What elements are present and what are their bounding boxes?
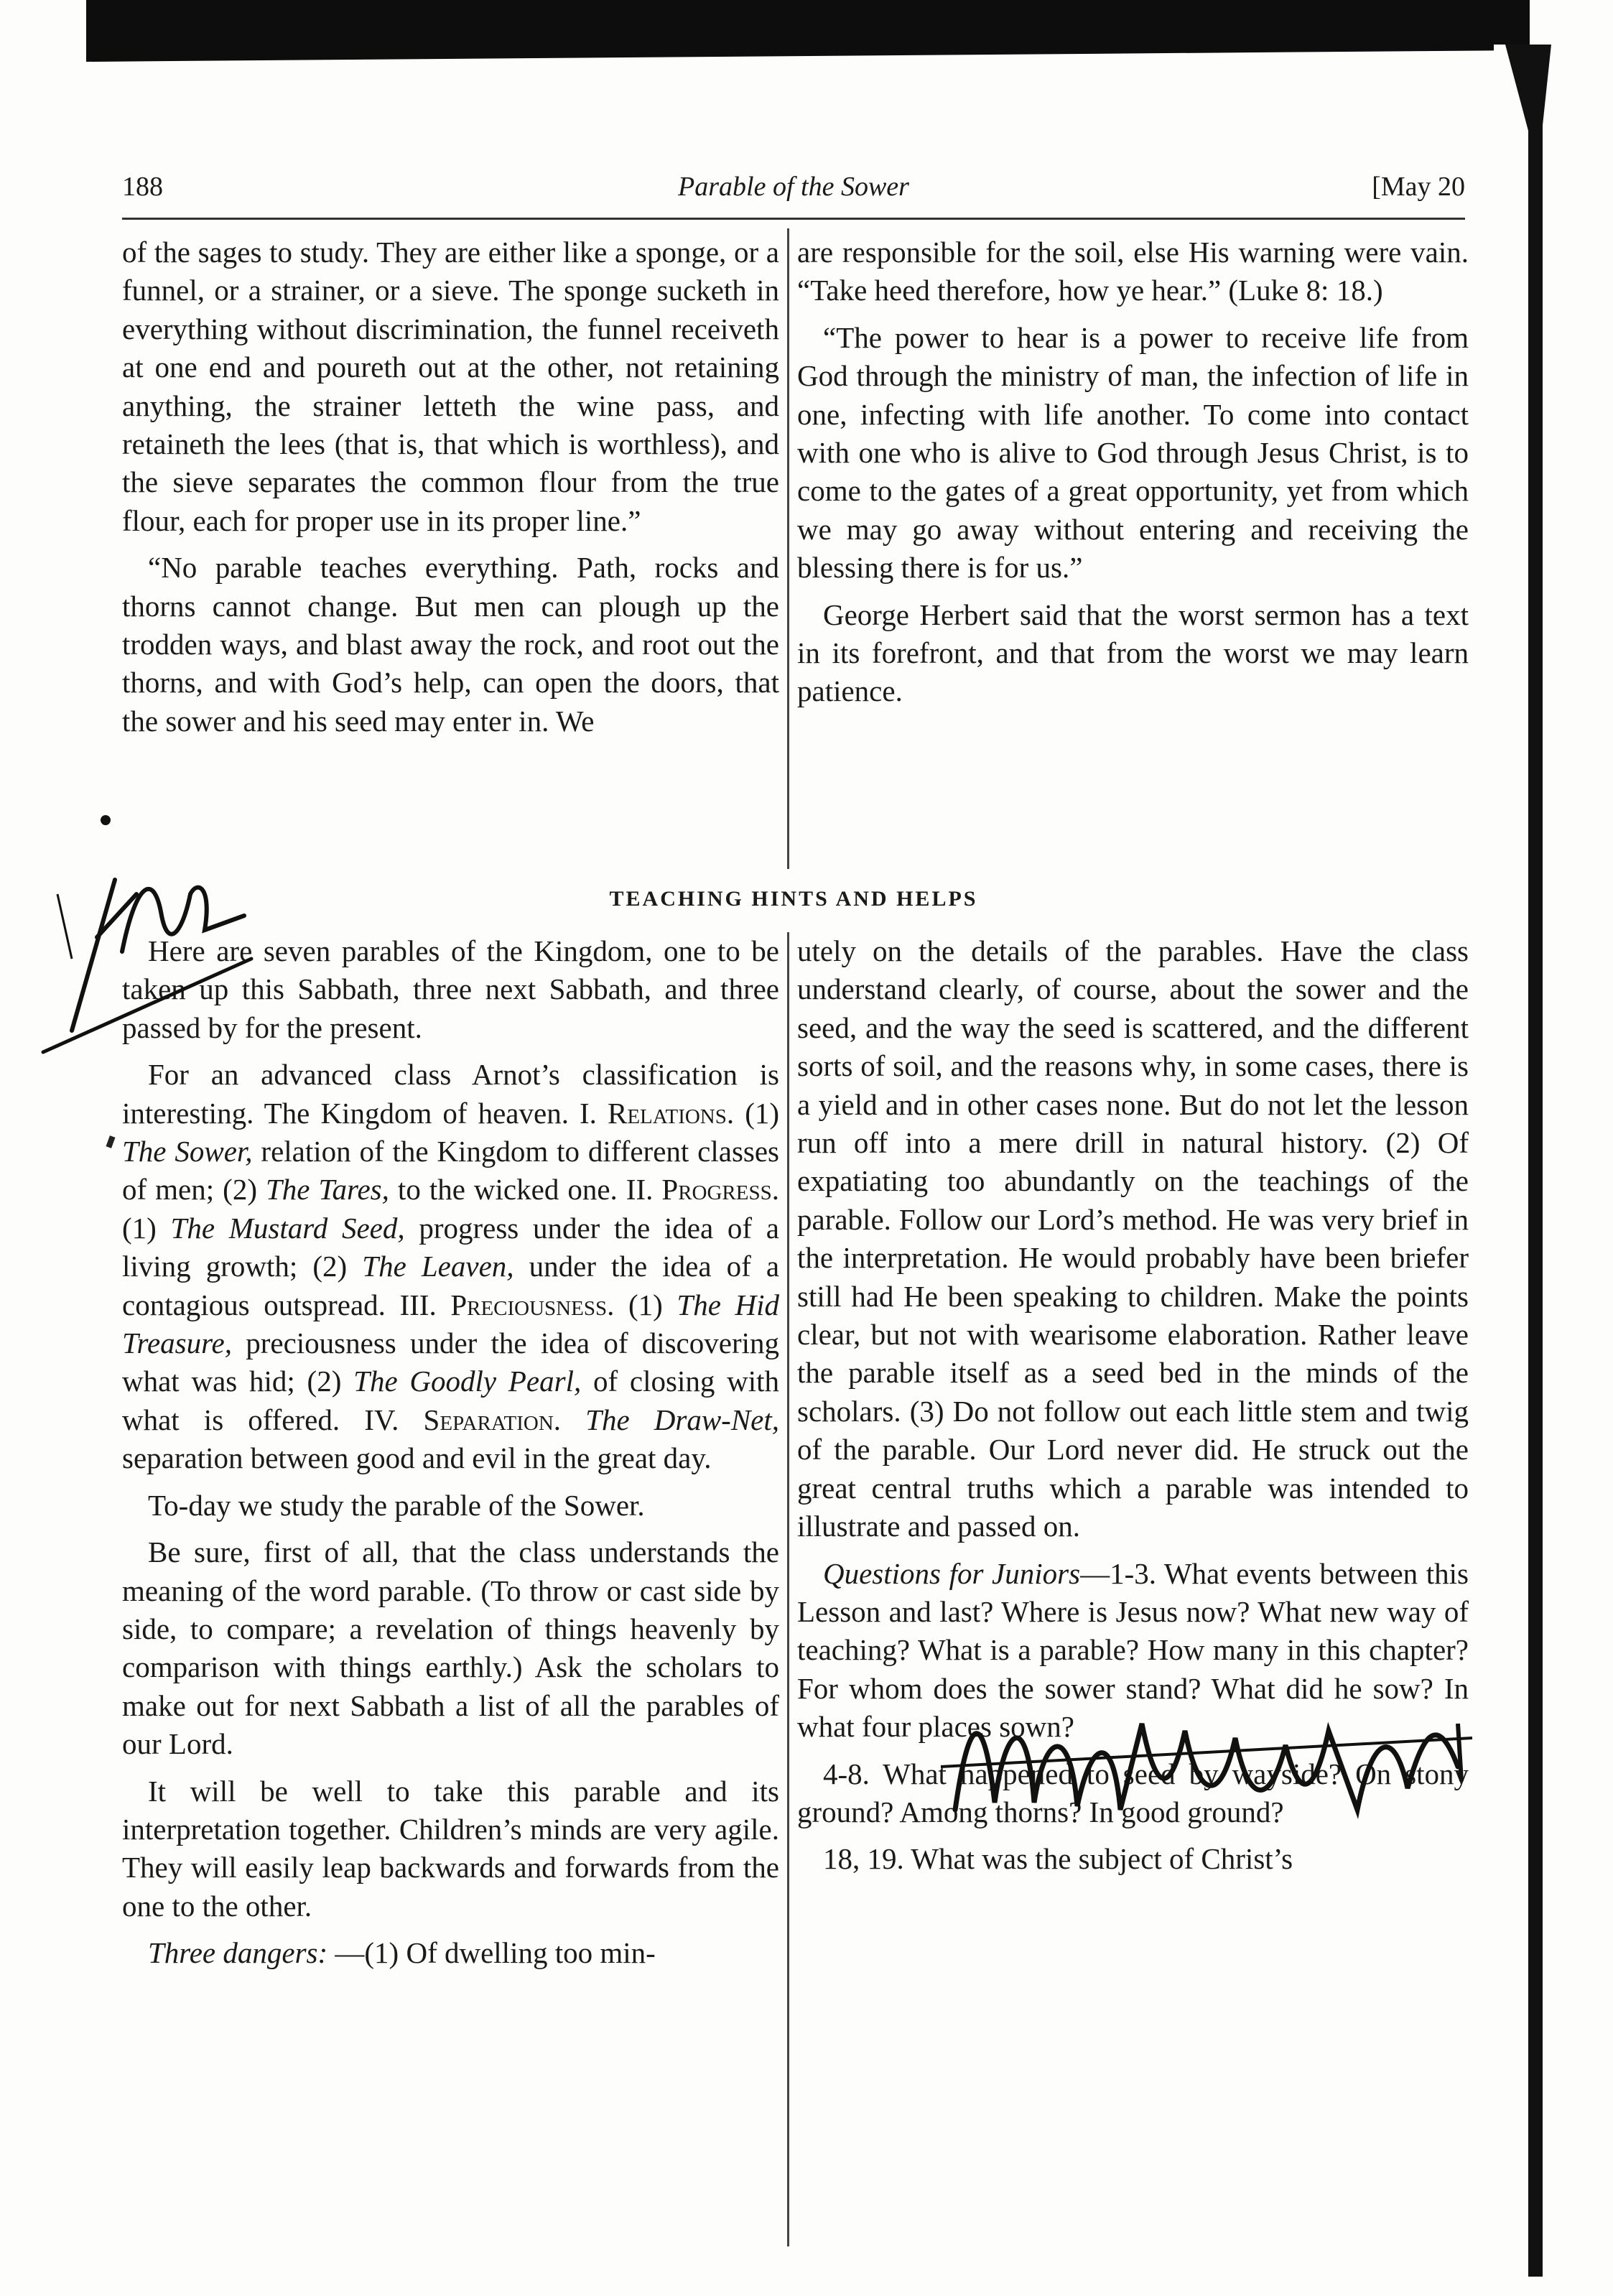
ink-tick xyxy=(106,1135,116,1148)
paragraph: Be sure, first of all, that the class understands the meaning of the word parable. (To throw or cast side by side, to compare; a revelation of things heavenly by comparison with things earthly.) Ask the scholars to make out for next Sabbath a list of all the parables of our Lord. xyxy=(122,1535,779,1761)
paragraph: It will be well to take this parable and its interpretation together. Children’s minds are very agile. They will easily leap backwards and forwards from the one to the other. xyxy=(122,1774,779,1923)
scan-right-band xyxy=(1528,65,1543,2277)
handwritten-signature-right xyxy=(926,1681,1487,1846)
page-header xyxy=(122,165,1465,208)
left-column-bottom xyxy=(122,932,779,1981)
handwritten-signature-left xyxy=(29,851,259,1059)
paragraph: “The power to hear is a power to receive life from God through the ministry of man, the infection of life in one, infecting with life another. To come into contact with one who is alive to God through Jesus Christ, is to come to the gates of a great opportunity, yet from which we may go away without entering and receiving the blessing there is for us.” xyxy=(797,320,1469,585)
scan-top-band xyxy=(86,0,1530,45)
questions-label: Questions for Juniors xyxy=(823,1556,1081,1590)
header-rule xyxy=(122,218,1465,220)
paragraph: are responsible for the soil, else His warning were vain. “Take heed therefore, how ye hear.” (Luke 8: 18.) xyxy=(797,236,1469,307)
ink-dot xyxy=(101,815,111,825)
column-divider-top xyxy=(787,228,789,869)
scan-top-band-edge xyxy=(86,45,1494,62)
section-heading: TEACHING HINTS AND HELPS xyxy=(609,887,978,911)
paragraph: Here are seven parables of the Kingdom, one to be taken up this Sabbath, three next Sabbath, and three passed by for the present. xyxy=(122,934,779,1044)
paragraph: of the sages to study. They are either like a sponge, or a funnel, or a strainer, or a sieve. The sponge sucketh in everything without discrimination, the funnel receiveth at one end and poureth out at the other, not retaining anything, the strainer letteth the wine pass, and retaineth the lees (that is, that which is worthless), and the sieve separates the common flour from the true flour, each for proper use in its proper line.” xyxy=(122,236,779,537)
right-column-top xyxy=(797,233,1469,720)
paragraph: 4-8. What happened to seed by wayside? On stony ground? Among thorns? In good ground? xyxy=(797,1757,1469,1828)
dangers-label: Three dangers: xyxy=(148,1936,328,1970)
column-divider-bottom xyxy=(787,932,789,2246)
issue-date: [May 20 xyxy=(1372,172,1465,202)
paragraph: 18, 19. What was the subject of Christ’s xyxy=(823,1842,1293,1876)
paragraph-classification: For an advanced class Arnot’s classification is interesting. The Kingdom of heaven. I. Relations. (1) The Sower, relation of the Kingdom to different classes of men; (2) The Tares, to the wicked one. II. Progress. (1) The Mustard Seed, progress under the idea of a living growth; (2) The Leaven, under the idea of a contagious outspread. III. Preciousness. (1) The Hid Treasure, preciousness under the idea of discovering what was hid; (2) The Goodly Pearl, of closing with what is offered. IV. Separation. The Draw-Net, separation between good and evil in the great day. xyxy=(122,1058,780,1475)
paragraph: George Herbert said that the worst sermon has a text in its forefront, and that from the worst we may learn patience. xyxy=(797,598,1469,708)
running-title: Parable of the Sower xyxy=(678,172,909,202)
paragraph-questions: Questions for Juniors—1-3. What events between this Lesson and last? Where is Jesus now? What new way of teaching? What is a parable? How many in this chapter? For whom does the sower stand? What did he sow? In what four places sown? xyxy=(797,1556,1469,1744)
page-number: 188 xyxy=(122,172,163,202)
paragraph: “No parable teaches everything. Path, rocks and thorns cannot change. But men can plough up the trodden ways, and blast away the rock, and root out the thorns, and with God’s help, can open the doors, that the sower and his seed may enter in. We xyxy=(122,551,779,738)
paragraph: utely on the details of the parables. Have the class understand clearly, of course, about the sower and the seed, and the way the seed is scattered, and the different sorts of soil, and the reasons why, in some cases, there is a yield and in other cases none. But do not let the lesson run off into a mere drill in natural history. (2) Of expatiating too abundantly on the teachings of the parable. Follow our Lord’s method. He was very brief in the interpretation. He would probably have been briefer still had He been speaking to children. Make the points clear, but not with wearisome elaboration. Rather leave the parable itself as a seed bed in the minds of the scholars. (3) Do not follow out each little stem and twig of the parable. Our Lord never did. He struck out the great central truths which a parable was intended to illustrate and passed on. xyxy=(797,934,1469,1543)
paragraph: To-day we study the parable of the Sower. xyxy=(148,1488,645,1522)
left-column-top xyxy=(122,233,779,749)
paragraph-dangers: Three dangers: —(1) Of dwelling too min- xyxy=(148,1936,656,1970)
